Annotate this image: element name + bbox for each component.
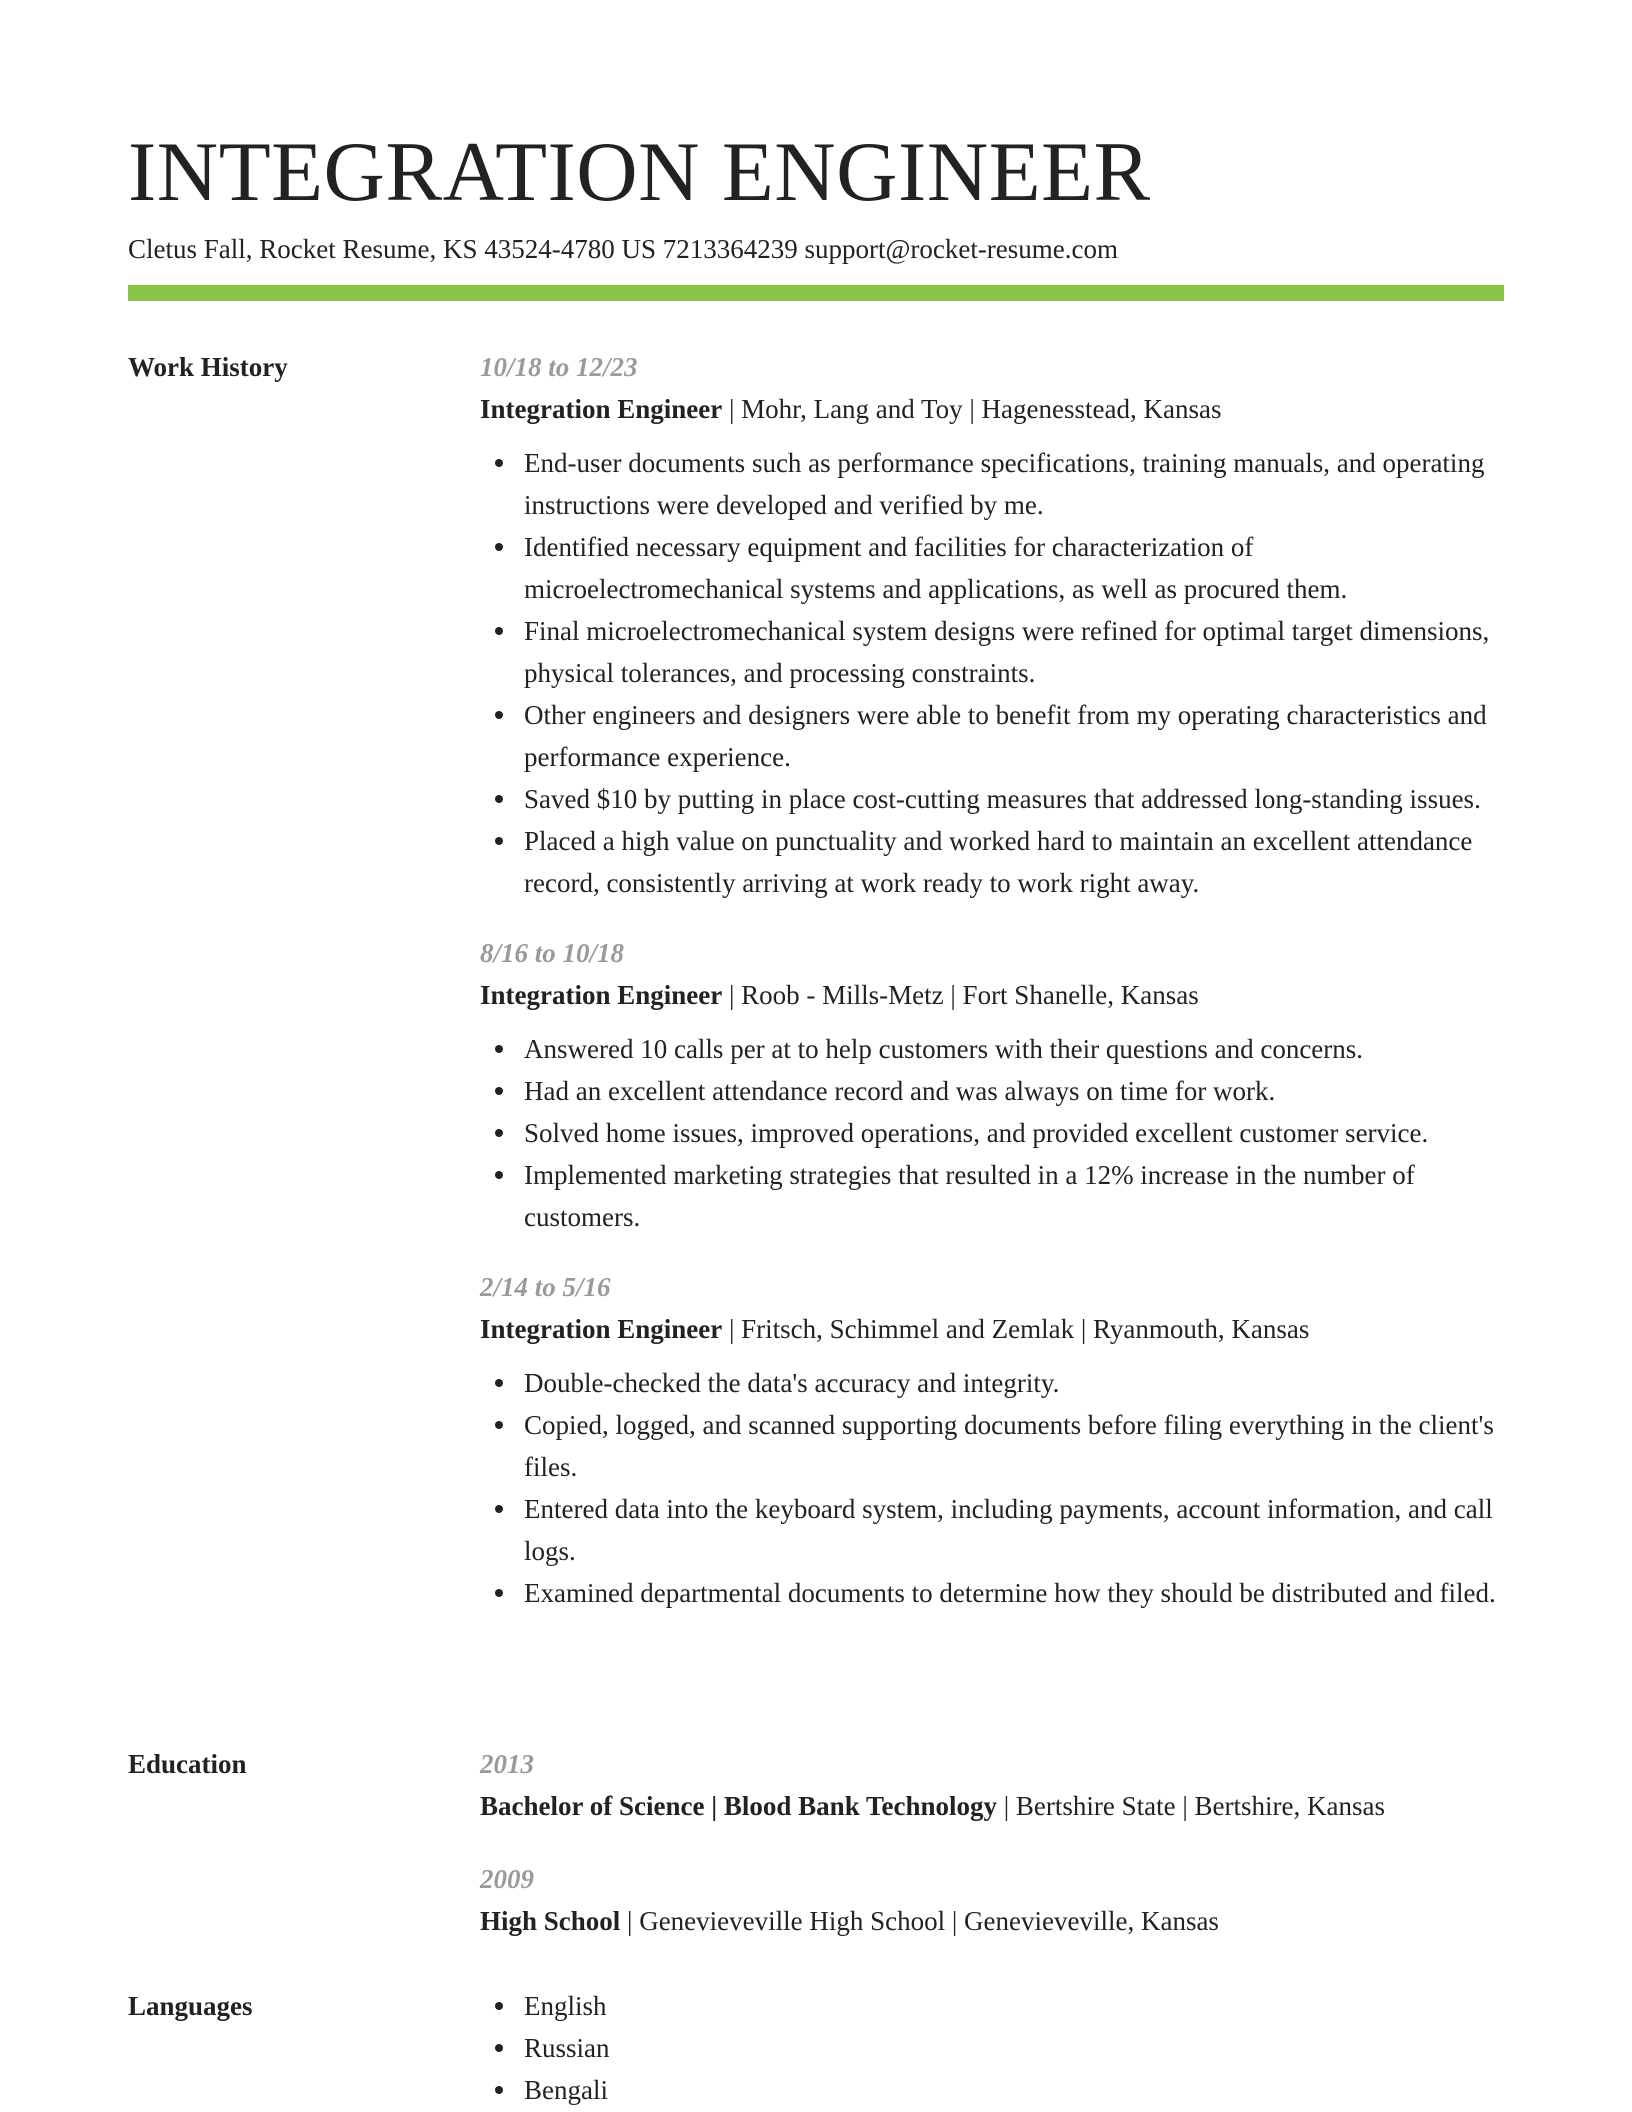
job-details: | Roob - Mills-Metz | Fort Shanelle, Kansas	[722, 980, 1199, 1010]
education-details: | Genevieveville High School | Genevieveville, Kansas	[620, 1906, 1219, 1936]
job-title: Integration Engineer	[480, 980, 723, 1010]
education-entry	[480, 1858, 1504, 1942]
education-details: | Bertshire State | Bertshire, Kansas	[997, 1791, 1385, 1821]
job-details: | Fritsch, Schimmel and Zemlak | Ryanmouth, Kansas	[722, 1314, 1310, 1344]
education-headline	[480, 1785, 1504, 1827]
job-bullet: Implemented marketing strategies that resulted in a 12% increase in the number of customers.	[524, 1154, 1504, 1238]
accent-divider	[128, 285, 1504, 301]
job-bullet: Identified necessary equipment and facilities for characterization of microelectromechanical systems and applications, as well as procured them.	[524, 526, 1504, 610]
section-label-education: Education	[128, 1749, 247, 1779]
job-dates: 2/14 to 5/16	[480, 1272, 611, 1302]
job-dates: 8/16 to 10/18	[480, 938, 625, 968]
job-bullet: End-user documents such as performance specifications, training manuals, and operating instructions were developed and verified by me.	[524, 442, 1504, 526]
job-headline	[480, 388, 1504, 430]
education-entry	[480, 1743, 1504, 1827]
job-title: Integration Engineer	[480, 1314, 723, 1344]
job-dates: 10/18 to 12/23	[480, 352, 638, 382]
education-year: 2013	[480, 1749, 534, 1779]
job-bullet: Saved $10 by putting in place cost-cutting measures that addressed long-standing issues.	[524, 778, 1504, 820]
job-bullet: Answered 10 calls per at to help customers with their questions and concerns.	[524, 1028, 1504, 1070]
job-title: Integration Engineer	[480, 394, 723, 424]
job-entry	[480, 932, 1504, 1238]
job-bullet: Placed a high value on punctuality and worked hard to maintain an excellent attendance record, consistently arriving at work ready to work right away.	[524, 820, 1504, 904]
job-bullet: Other engineers and designers were able to benefit from my operating characteristics and performance experience.	[524, 694, 1504, 778]
job-bullet: Entered data into the keyboard system, including payments, account information, and call logs.	[524, 1488, 1504, 1572]
language-list	[480, 1985, 1504, 2111]
education-headline	[480, 1900, 1504, 1942]
job-bullet: Copied, logged, and scanned supporting documents before filing everything in the client's files.	[524, 1404, 1504, 1488]
section-label-languages: Languages	[128, 1991, 253, 2021]
job-headline	[480, 974, 1504, 1016]
education-degree: Bachelor of Science | Blood Bank Technology	[480, 1791, 998, 1821]
education-year: 2009	[480, 1864, 534, 1894]
job-headline	[480, 1308, 1504, 1350]
job-bullet-list	[480, 1362, 1504, 1614]
job-details: | Mohr, Lang and Toy | Hagenesstead, Kansas	[722, 394, 1222, 424]
job-bullet-list	[480, 442, 1504, 904]
contact-line: Cletus Fall, Rocket Resume, KS 43524-4780 US 7213364239 support@rocket-resume.com	[128, 234, 1119, 264]
work-history-body	[480, 346, 1504, 1614]
section-label-work-history: Work History	[128, 352, 288, 382]
languages-body	[480, 1985, 1504, 2111]
job-bullet-list	[480, 1028, 1504, 1238]
language-item: Bengali	[524, 2069, 1504, 2111]
job-entry	[480, 346, 1504, 904]
job-bullet: Examined departmental documents to determine how they should be distributed and filed.	[524, 1572, 1504, 1614]
resume-title: INTEGRATION ENGINEER	[128, 125, 1151, 219]
job-bullet: Had an excellent attendance record and was always on time for work.	[524, 1070, 1504, 1112]
job-entry	[480, 1266, 1504, 1614]
job-bullet: Solved home issues, improved operations, and provided excellent customer service.	[524, 1112, 1504, 1154]
job-bullet: Final microelectromechanical system designs were refined for optimal target dimensions, physical tolerances, and processing constraints.	[524, 610, 1504, 694]
job-bullet: Double-checked the data's accuracy and integrity.	[524, 1362, 1504, 1404]
education-body	[480, 1743, 1504, 1942]
education-degree: High School	[480, 1906, 621, 1936]
language-item: English	[524, 1985, 1504, 2027]
language-item: Russian	[524, 2027, 1504, 2069]
